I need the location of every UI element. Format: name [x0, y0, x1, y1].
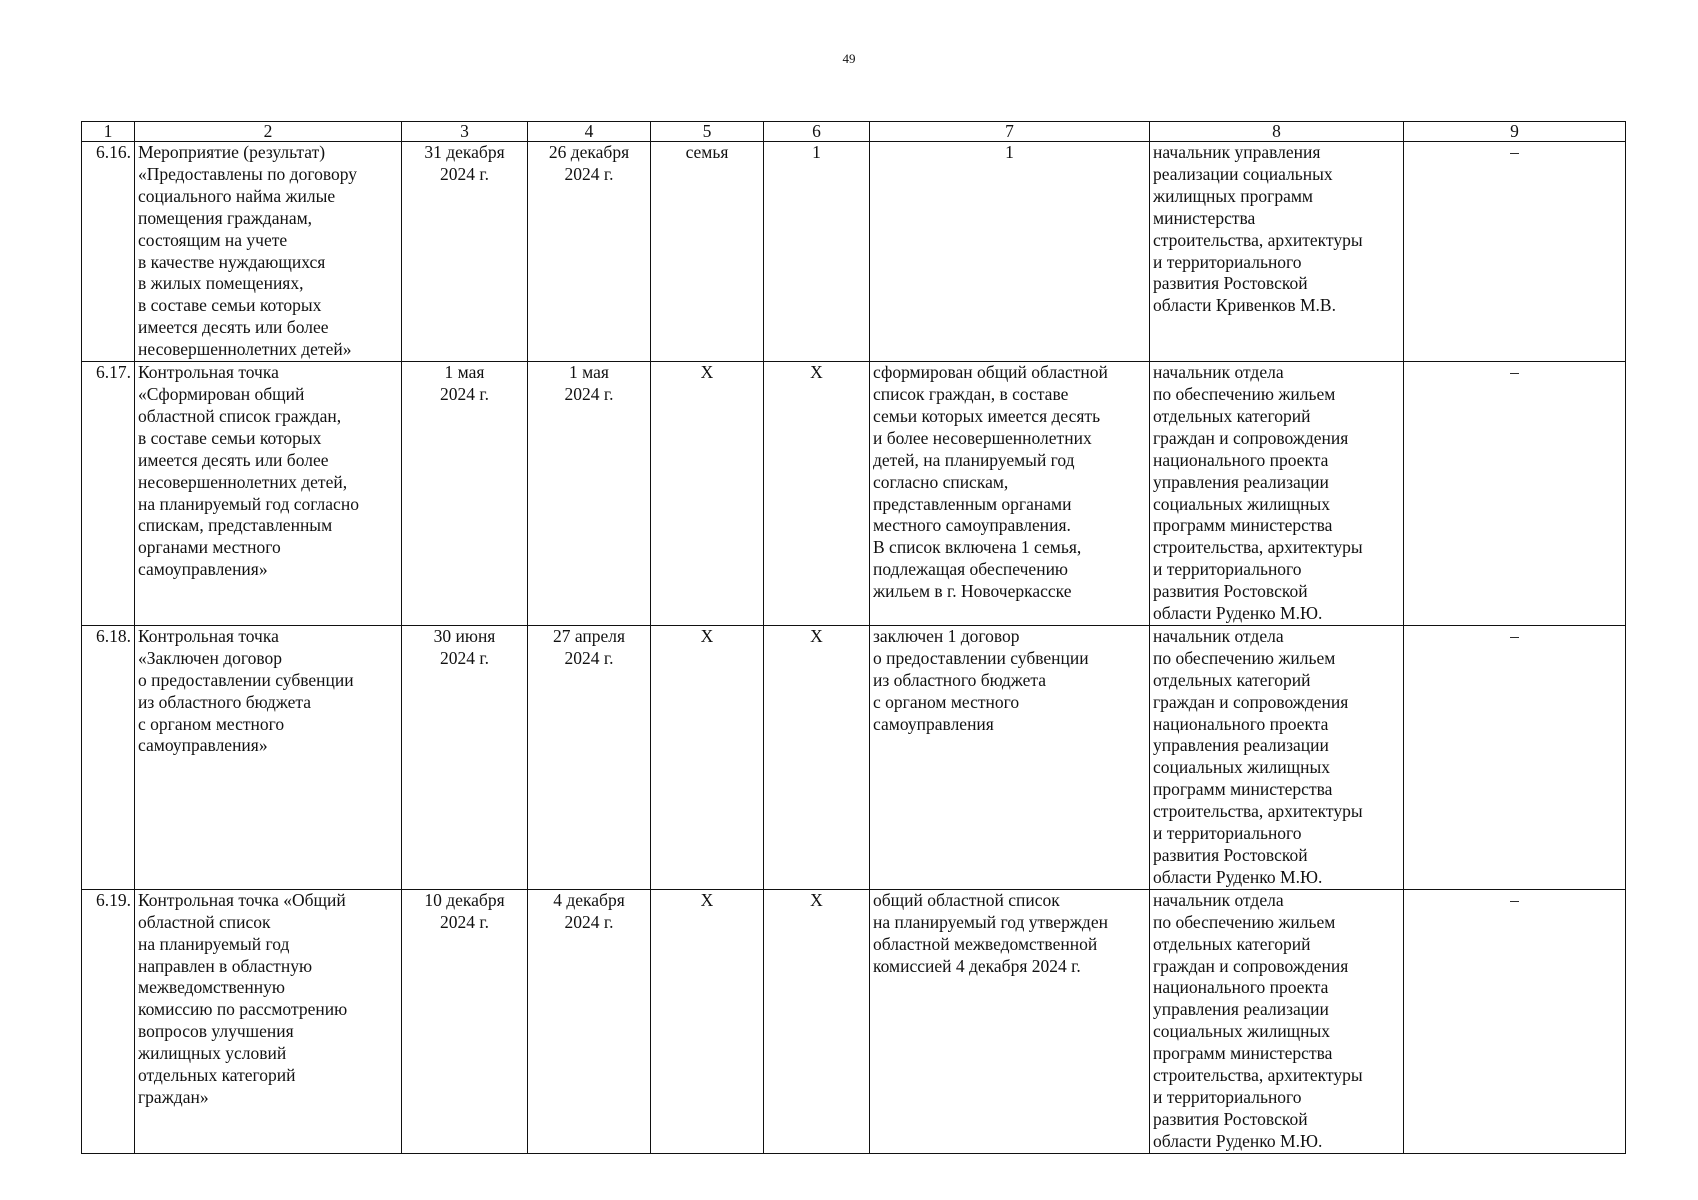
- event-name: Контрольная точка «Заключен договор о предоставлении субвенции из областного бюджета с органом местного самоуправления»: [135, 625, 402, 889]
- responsible-person: начальник отдела по обеспечению жильем отдельных категорий граждан и сопровождения национального проекта управления реализации социальных жилищных программ министерства строительства, архитектуры и территориального развития Ростовской области Руденко М.Ю.: [1150, 889, 1404, 1153]
- planned-date: 31 декабря 2024 г.: [402, 142, 528, 362]
- event-name: Контрольная точка «Сформирован общий областной список граждан, в составе семьи которых имеется десять или более несовершеннолетних детей, на планируемый год согласно спискам, представленным органами местного самоуправления»: [135, 362, 402, 626]
- planned-date: 30 июня 2024 г.: [402, 625, 528, 889]
- column-header: 6: [764, 122, 870, 142]
- table-row: [82, 142, 1626, 362]
- note-cell: –: [1404, 625, 1626, 889]
- actual-date: 27 апреля 2024 г.: [528, 625, 651, 889]
- planned-value: Х: [764, 625, 870, 889]
- column-header: 8: [1150, 122, 1404, 142]
- column-header: 7: [870, 122, 1150, 142]
- actual-date: 26 декабря 2024 г.: [528, 142, 651, 362]
- actual-result: заключен 1 договор о предоставлении субвенции из областного бюджета с органом местного самоуправления: [870, 625, 1150, 889]
- planned-value: Х: [764, 889, 870, 1153]
- planned-value: Х: [764, 362, 870, 626]
- row-number: 6.17.: [82, 362, 135, 626]
- table-row: [82, 625, 1626, 889]
- table-header-row: [82, 122, 1626, 142]
- event-name: Мероприятие (результат) «Предоставлены по договору социального найма жилые помещения гражданам, состоящим на учете в качестве нуждающихся в жилых помещениях, в составе семьи которых имеется десять или более несовершеннолетних детей»: [135, 142, 402, 362]
- note-cell: –: [1404, 142, 1626, 362]
- row-number: 6.16.: [82, 142, 135, 362]
- actual-result: общий областной список на планируемый год утвержден областной межведомственной комиссией 4 декабря 2024 г.: [870, 889, 1150, 1153]
- responsible-person: начальник управления реализации социальных жилищных программ министерства строительства, архитектуры и территориального развития Ростовской области Кривенков М.В.: [1150, 142, 1404, 362]
- column-header: 1: [82, 122, 135, 142]
- responsible-person: начальник отдела по обеспечению жильем отдельных категорий граждан и сопровождения национального проекта управления реализации социальных жилищных программ министерства строительства, архитектуры и территориального развития Ростовской области Руденко М.Ю.: [1150, 625, 1404, 889]
- column-header: 3: [402, 122, 528, 142]
- responsible-person: начальник отдела по обеспечению жильем отдельных категорий граждан и сопровождения национального проекта управления реализации социальных жилищных программ министерства строительства, архитектуры и территориального развития Ростовской области Руденко М.Ю.: [1150, 362, 1404, 626]
- column-header: 4: [528, 122, 651, 142]
- unit-cell: Х: [651, 889, 764, 1153]
- planned-date: 10 декабря 2024 г.: [402, 889, 528, 1153]
- row-number: 6.19.: [82, 889, 135, 1153]
- note-cell: –: [1404, 362, 1626, 626]
- table-row: [82, 362, 1626, 626]
- actual-date: 4 декабря 2024 г.: [528, 889, 651, 1153]
- actual-date: 1 мая 2024 г.: [528, 362, 651, 626]
- note-cell: –: [1404, 889, 1626, 1153]
- planned-date: 1 мая 2024 г.: [402, 362, 528, 626]
- unit-cell: Х: [651, 625, 764, 889]
- unit-cell: семья: [651, 142, 764, 362]
- table-row: [82, 889, 1626, 1153]
- report-table: [81, 121, 1626, 1154]
- column-header: 5: [651, 122, 764, 142]
- actual-result: сформирован общий областной список граждан, в составе семьи которых имеется десять и более несовершеннолетних детей, на планируемый год согласно спискам, представленным органами местного самоуправления. В список включена 1 семья, подлежащая обеспечению жильем в г. Новочеркасске: [870, 362, 1150, 626]
- row-number: 6.18.: [82, 625, 135, 889]
- column-header: 9: [1404, 122, 1626, 142]
- column-header: 2: [135, 122, 402, 142]
- actual-result: 1: [870, 142, 1150, 362]
- unit-cell: Х: [651, 362, 764, 626]
- page-number: 49: [842, 51, 856, 66]
- event-name: Контрольная точка «Общий областной список на планируемый год направлен в областную межведомственную комиссию по рассмотрению вопросов улучшения жилищных условий отдельных категорий граждан»: [135, 889, 402, 1153]
- planned-value: 1: [764, 142, 870, 362]
